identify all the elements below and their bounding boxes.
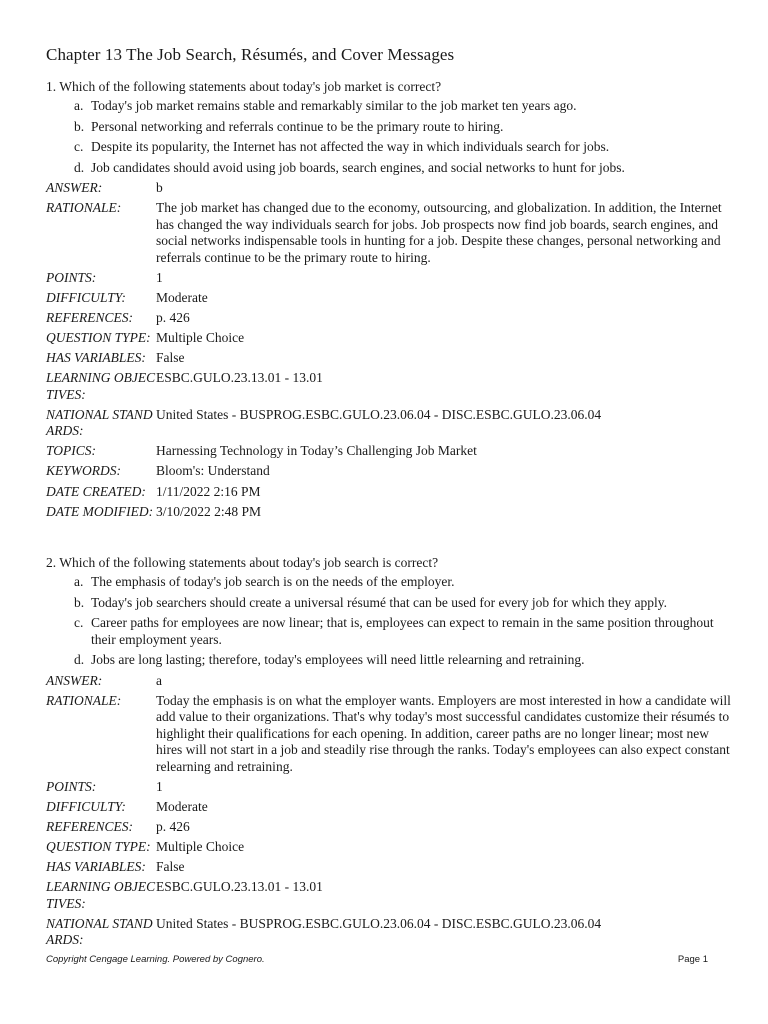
- difficulty-row: DIFFICULTY: Moderate: [46, 289, 208, 305]
- option-d: d. Jobs are long lasting; therefore, today's employees will need little relearning and retraining.: [74, 652, 585, 667]
- page-number: Page 1: [677, 954, 708, 965]
- question-1: [46, 78, 736, 524]
- answer-row: ANSWER: b: [46, 180, 163, 195]
- question-2: [46, 554, 736, 952]
- has-variables-row: HAS VARIABLES: False: [46, 859, 185, 875]
- learning-objectives-row: LEARNING OBJECTIVES: ESBC.GULO.23.13.01 - 13.01: [46, 879, 323, 911]
- option-c: c. Despite its popularity, the Internet has not affected the way in which individuals search for jobs.: [74, 139, 610, 154]
- option-b: b. Personal networking and referrals continue to be the primary route to hiring.: [74, 118, 504, 134]
- references-row: REFERENCES: p. 426: [46, 818, 190, 834]
- question-type-row: QUESTION TYPE: Multiple Choice: [46, 838, 245, 854]
- page-footer: [46, 954, 708, 965]
- copyright-notice: Copyright Cengage Learning. Powered by Cognero.: [46, 954, 265, 965]
- has-variables-row: HAS VARIABLES: False: [46, 350, 185, 366]
- option-list: [46, 574, 736, 669]
- question-stem: 1. Which of the following statements about today's job market is correct?: [46, 79, 442, 94]
- rationale-row: RATIONALE: Today the emphasis is on what the employer wants. Employers are most interested in how a candidate will add value to their organizations. That's why today's most successful candidates customize their résumés to highlight their qualifications for each opening. In addition, career paths are no longer linear; most new hires will not start in a job and steadily rise through the ranks. Today's employees can also expect constant relearning and retraining.: [46, 692, 731, 774]
- learning-objectives-row: LEARNING OBJECTIVES: ESBC.GULO.23.13.01 - 13.01: [46, 370, 323, 402]
- option-d: d. Job candidates should avoid using job boards, search engines, and social networks to hunt for jobs.: [74, 159, 625, 175]
- option-a: a. The emphasis of today's job search is on the needs of the employer.: [74, 574, 455, 589]
- option-a: a. Today's job market remains stable and remarkably similar to the job market ten years ago.: [74, 98, 577, 113]
- keywords-row: KEYWORDS: Bloom's: Understand: [46, 463, 270, 479]
- references-row: REFERENCES: p. 426: [46, 309, 190, 325]
- option-c: c. Career paths for employees are now linear; that is, employees can expect to remain in the same position throughout their employment years.: [74, 615, 714, 647]
- points-row: POINTS: 1: [46, 269, 163, 285]
- question-stem: 2. Which of the following statements about today's job search is correct?: [46, 555, 439, 570]
- rationale-row: RATIONALE: The job market has changed due to the economy, outsourcing, and globalization. In addition, the Internet has changed the way individuals search for jobs. Job prospects now find job boards, search engines, and social networks indispensable tools in hunting for a job. Despite these changes, personal networking and referrals continue to be the primary route to hiring.: [46, 200, 722, 265]
- national-standards-row: NATIONAL STANDARDS: United States - BUSPROG.ESBC.GULO.23.06.04 - DISC.ESBC.GULO.23.06.04: [46, 406, 602, 439]
- chapter-title: Chapter 13 The Job Search, Résumés, and Cover Messages: [46, 45, 455, 64]
- question-metadata: [46, 673, 736, 949]
- points-row: POINTS: 1: [46, 778, 163, 794]
- difficulty-row: DIFFICULTY: Moderate: [46, 798, 208, 814]
- national-standards-row: NATIONAL STANDARDS: United States - BUSPROG.ESBC.GULO.23.06.04 - DISC.ESBC.GULO.23.06.04: [46, 915, 602, 948]
- date-modified-row: DATE MODIFIED: 3/10/2022 2:48 PM: [46, 503, 262, 519]
- option-b: b. Today's job searchers should create a universal résumé that can be used for every job for which they apply.: [74, 594, 668, 610]
- question-type-row: QUESTION TYPE: Multiple Choice: [46, 329, 245, 345]
- topics-row: TOPICS: Harnessing Technology in Today’s Challenging Job Market: [46, 443, 477, 459]
- option-list: [46, 98, 736, 176]
- question-metadata: [46, 180, 736, 520]
- date-created-row: DATE CREATED: 1/11/2022 2:16 PM: [46, 483, 261, 499]
- answer-row: ANSWER: a: [46, 672, 162, 688]
